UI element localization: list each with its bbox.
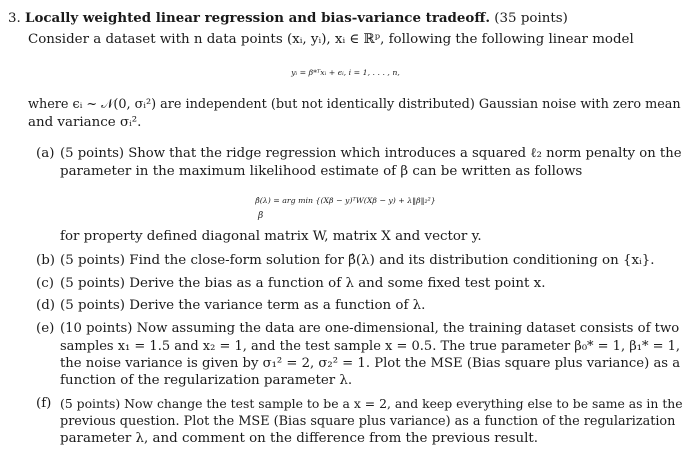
ridge-equation: β̂(λ) = arg min {(Xβ − y)ᵀW(Xβ − y) + λ‖β‖₂²} bbox=[255, 196, 436, 205]
part-c-label: (c) bbox=[36, 276, 54, 291]
part-e-line-3: the noise variance is given by σ₁² = 2, σ₂² = 1. Plot the MSE (Bias square plus variance) as a bbox=[60, 356, 681, 371]
part-f-label: (f) bbox=[36, 396, 52, 411]
part-e-line-2: samples x₁ = 1.5 and x₂ = 1, and the test sample x = 0.5. The true parameter β₀* = 1, β₁* = 1, bbox=[60, 339, 681, 354]
noise-desc-line-1: where ϵᵢ ~ 𝒩(0, σᵢ²) are independent (but not identically distributed) Gaussian noise with zero mean bbox=[28, 97, 681, 112]
part-c-line-1: (5 points) Derive the bias as a function of λ and some fixed test point x. bbox=[60, 276, 546, 291]
part-a-label: (a) bbox=[36, 146, 55, 161]
intro-line: Consider a dataset with n data points (xᵢ, yᵢ), xᵢ ∈ ℝᵖ, following the following linear model bbox=[28, 32, 634, 47]
problem-points: (35 points) bbox=[494, 11, 568, 26]
part-a-after: for property defined diagonal matrix W, matrix X and vector y. bbox=[60, 229, 482, 244]
part-e-line-1: (10 points) Now assuming the data are one-dimensional, the training dataset consists of two bbox=[60, 321, 680, 336]
problem-heading bbox=[8, 9, 568, 28]
part-f-line-1: (5 points) Now change the test sample to be a x = 2, and keep everything else to be same as in the bbox=[60, 396, 683, 411]
noise-desc-line-2: and variance σᵢ². bbox=[28, 115, 142, 130]
part-e-line-4: function of the regularization parameter λ. bbox=[60, 373, 353, 388]
part-b-label: (b) bbox=[36, 253, 56, 268]
part-f-line-3: parameter λ, and comment on the difference from the previous result. bbox=[60, 431, 539, 446]
argmin-subscript: β bbox=[258, 211, 264, 221]
part-f-line-2: previous question. Plot the MSE (Bias square plus variance) as a function of the regularization bbox=[60, 414, 676, 429]
problem-title: Locally weighted linear regression and bias-variance tradeoff. bbox=[25, 10, 491, 26]
model-equation: yᵢ = β*ᵀxᵢ + ϵᵢ, i = 1, . . . , n, bbox=[291, 68, 400, 77]
part-d-label: (d) bbox=[36, 298, 56, 313]
part-a-line-1: (5 points) Show that the ridge regression which introduces a squared ℓ₂ norm penalty on the bbox=[60, 146, 682, 161]
part-a-line-2: parameter in the maximum likelihood estimate of β can be written as follows bbox=[60, 164, 583, 179]
problem-number: 3. bbox=[8, 11, 21, 26]
part-e-label: (e) bbox=[36, 321, 55, 336]
part-b-line-1: (5 points) Find the close-form solution for β̂(λ) and its distribution conditioning on {xᵢ}. bbox=[60, 253, 655, 268]
part-d-line-1: (5 points) Derive the variance term as a function of λ. bbox=[60, 298, 426, 313]
